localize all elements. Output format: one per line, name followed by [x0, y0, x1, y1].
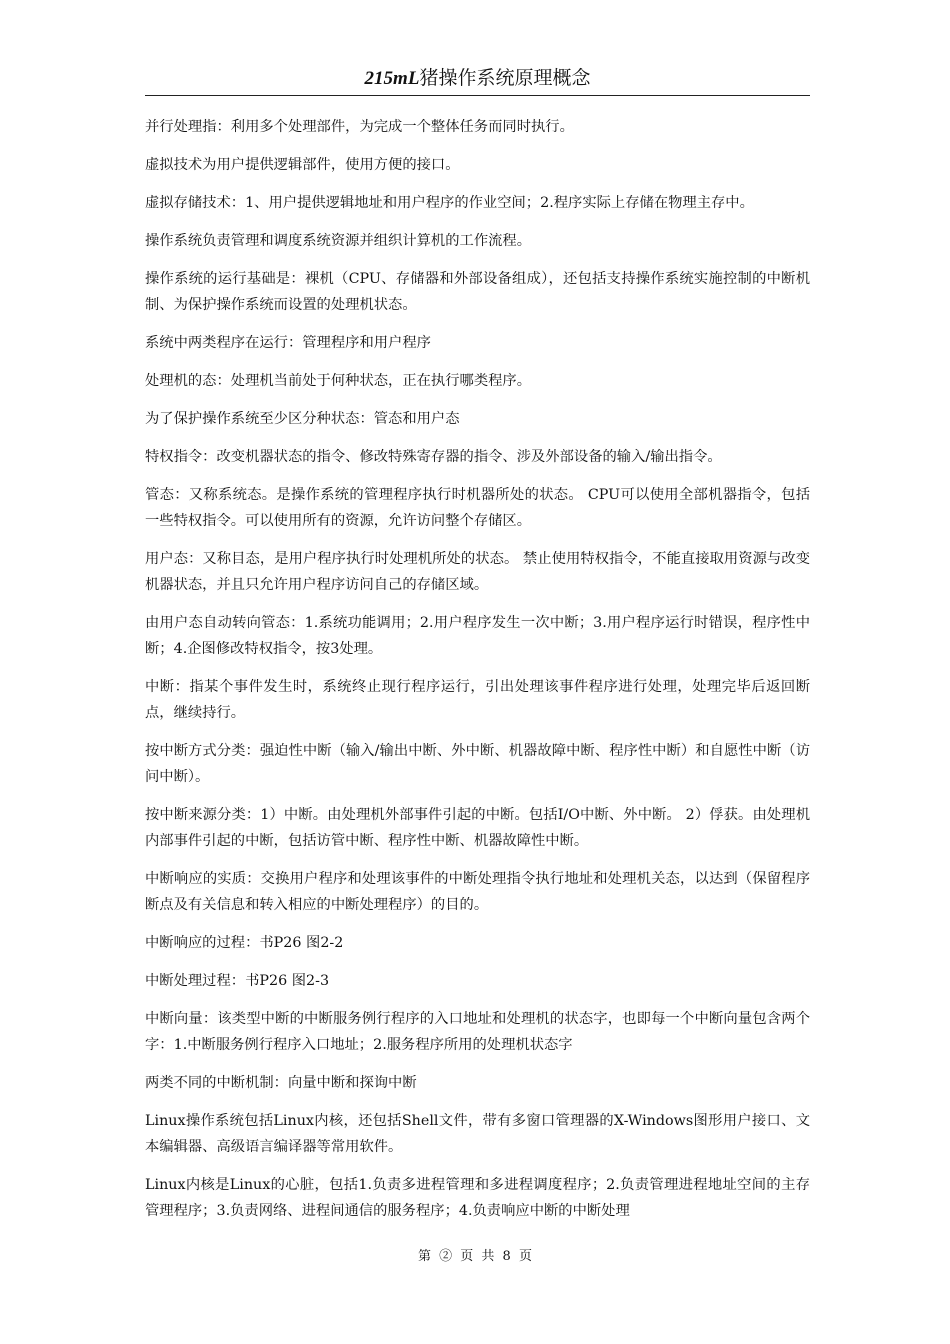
paragraph: Linux操作系统包括Linux内核，还包括Shell文件，带有多窗口管理器的X-Windows图形用户接口、文本编辑器、高级语言编译器等常用软件。	[145, 1113, 810, 1155]
page-header	[145, 64, 810, 93]
paragraph: 特权指令：改变机器状态的指令、修改特殊寄存器的指令、涉及外部设备的输入/输出指令。	[145, 449, 722, 465]
paragraph: 管态：又称系统态。是操作系统的管理程序执行时机器所处的状态。 CPU可以使用全部机器指令，包括一些特权指令。可以使用所有的资源，允许访问整个存储区。	[145, 487, 810, 529]
paragraph: 按中断来源分类：1）中断。由处理机外部事件引起的中断。包括I/O中断、外中断。 2）俘获。由处理机内部事件引起的中断，包括访管中断、程序性中断、机器故障性中断。	[145, 807, 810, 849]
paragraph: 虚拟存储技术：1、用户提供逻辑地址和用户程序的作业空间；2.程序实际上存储在物理主存中。	[145, 195, 754, 211]
paragraph: 两类不同的中断机制：向量中断和探询中断	[145, 1075, 417, 1091]
paragraph: 按中断方式分类：强迫性中断（输入/输出中断、外中断、机器故障中断、程序性中断）和自愿性中断（访问中断）。	[145, 743, 810, 785]
page-content	[145, 114, 810, 1236]
paragraph: 并行处理指：利用多个处理部件，为完成一个整体任务而同时执行。	[145, 119, 574, 135]
paragraph: 用户态：又称目态，是用户程序执行时处理机所处的状态。 禁止使用特权指令，不能直接取用资源与改变机器状态，并且只允许用户程序访问自己的存储区域。	[145, 551, 810, 593]
paragraph: 处理机的态：处理机当前处于何种状态，正在执行哪类程序。	[145, 373, 532, 389]
paragraph: 中断向量：该类型中断的中断服务例行程序的入口地址和处理机的状态字，也即每一个中断向量包含两个字：1.中断服务例行程序入口地址；2.服务程序所用的处理机状态字	[145, 1011, 810, 1053]
paragraph: 中断处理过程：书P26 图2-3	[145, 973, 330, 989]
paragraph: 操作系统负责管理和调度系统资源并组织计算机的工作流程。	[145, 233, 532, 249]
paragraph: 中断响应的实质：交换用户程序和处理该事件的中断处理指令执行地址和处理机关态，以达到（保留程序断点及有关信息和转入相应的中断处理程序）的目的。	[145, 871, 810, 913]
paragraph: 操作系统的运行基础是：裸机（CPU、存储器和外部设备组成），还包括支持操作系统实施控制的中断机制、为保护操作系统而设置的处理机状态。	[145, 271, 810, 313]
page-footer: 第 ② 页 共 8 页	[418, 1249, 532, 1264]
header-rule	[145, 95, 810, 96]
paragraph: 虚拟技术为用户提供逻辑部件，使用方便的接口。	[145, 157, 460, 173]
paragraph: 中断：指某个事件发生时，系统终止现行程序运行，引出处理该事件程序进行处理，处理完毕后返回断点，继续持行。	[145, 679, 810, 721]
header-brand: 215mL	[364, 68, 420, 89]
paragraph: 系统中两类程序在运行：管理程序和用户程序	[145, 335, 431, 351]
paragraph: 为了保护操作系统至少区分种状态：管态和用户态	[145, 411, 460, 427]
paragraph: Linux内核是Linux的心脏，包括1.负责多进程管理和多进程调度程序；2.负责管理进程地址空间的主存管理程序；3.负责网络、进程间通信的服务程序；4.负责响应中断的中断处理	[145, 1177, 810, 1219]
paragraph: 中断响应的过程：书P26 图2-2	[145, 935, 344, 951]
paragraph: 由用户态自动转向管态：1.系统功能调用；2.用户程序发生一次中断；3.用户程序运行时错误，程序性中断；4.企图修改特权指令，按3处理。	[145, 615, 810, 657]
header-title: 猪操作系统原理概念	[419, 67, 591, 89]
